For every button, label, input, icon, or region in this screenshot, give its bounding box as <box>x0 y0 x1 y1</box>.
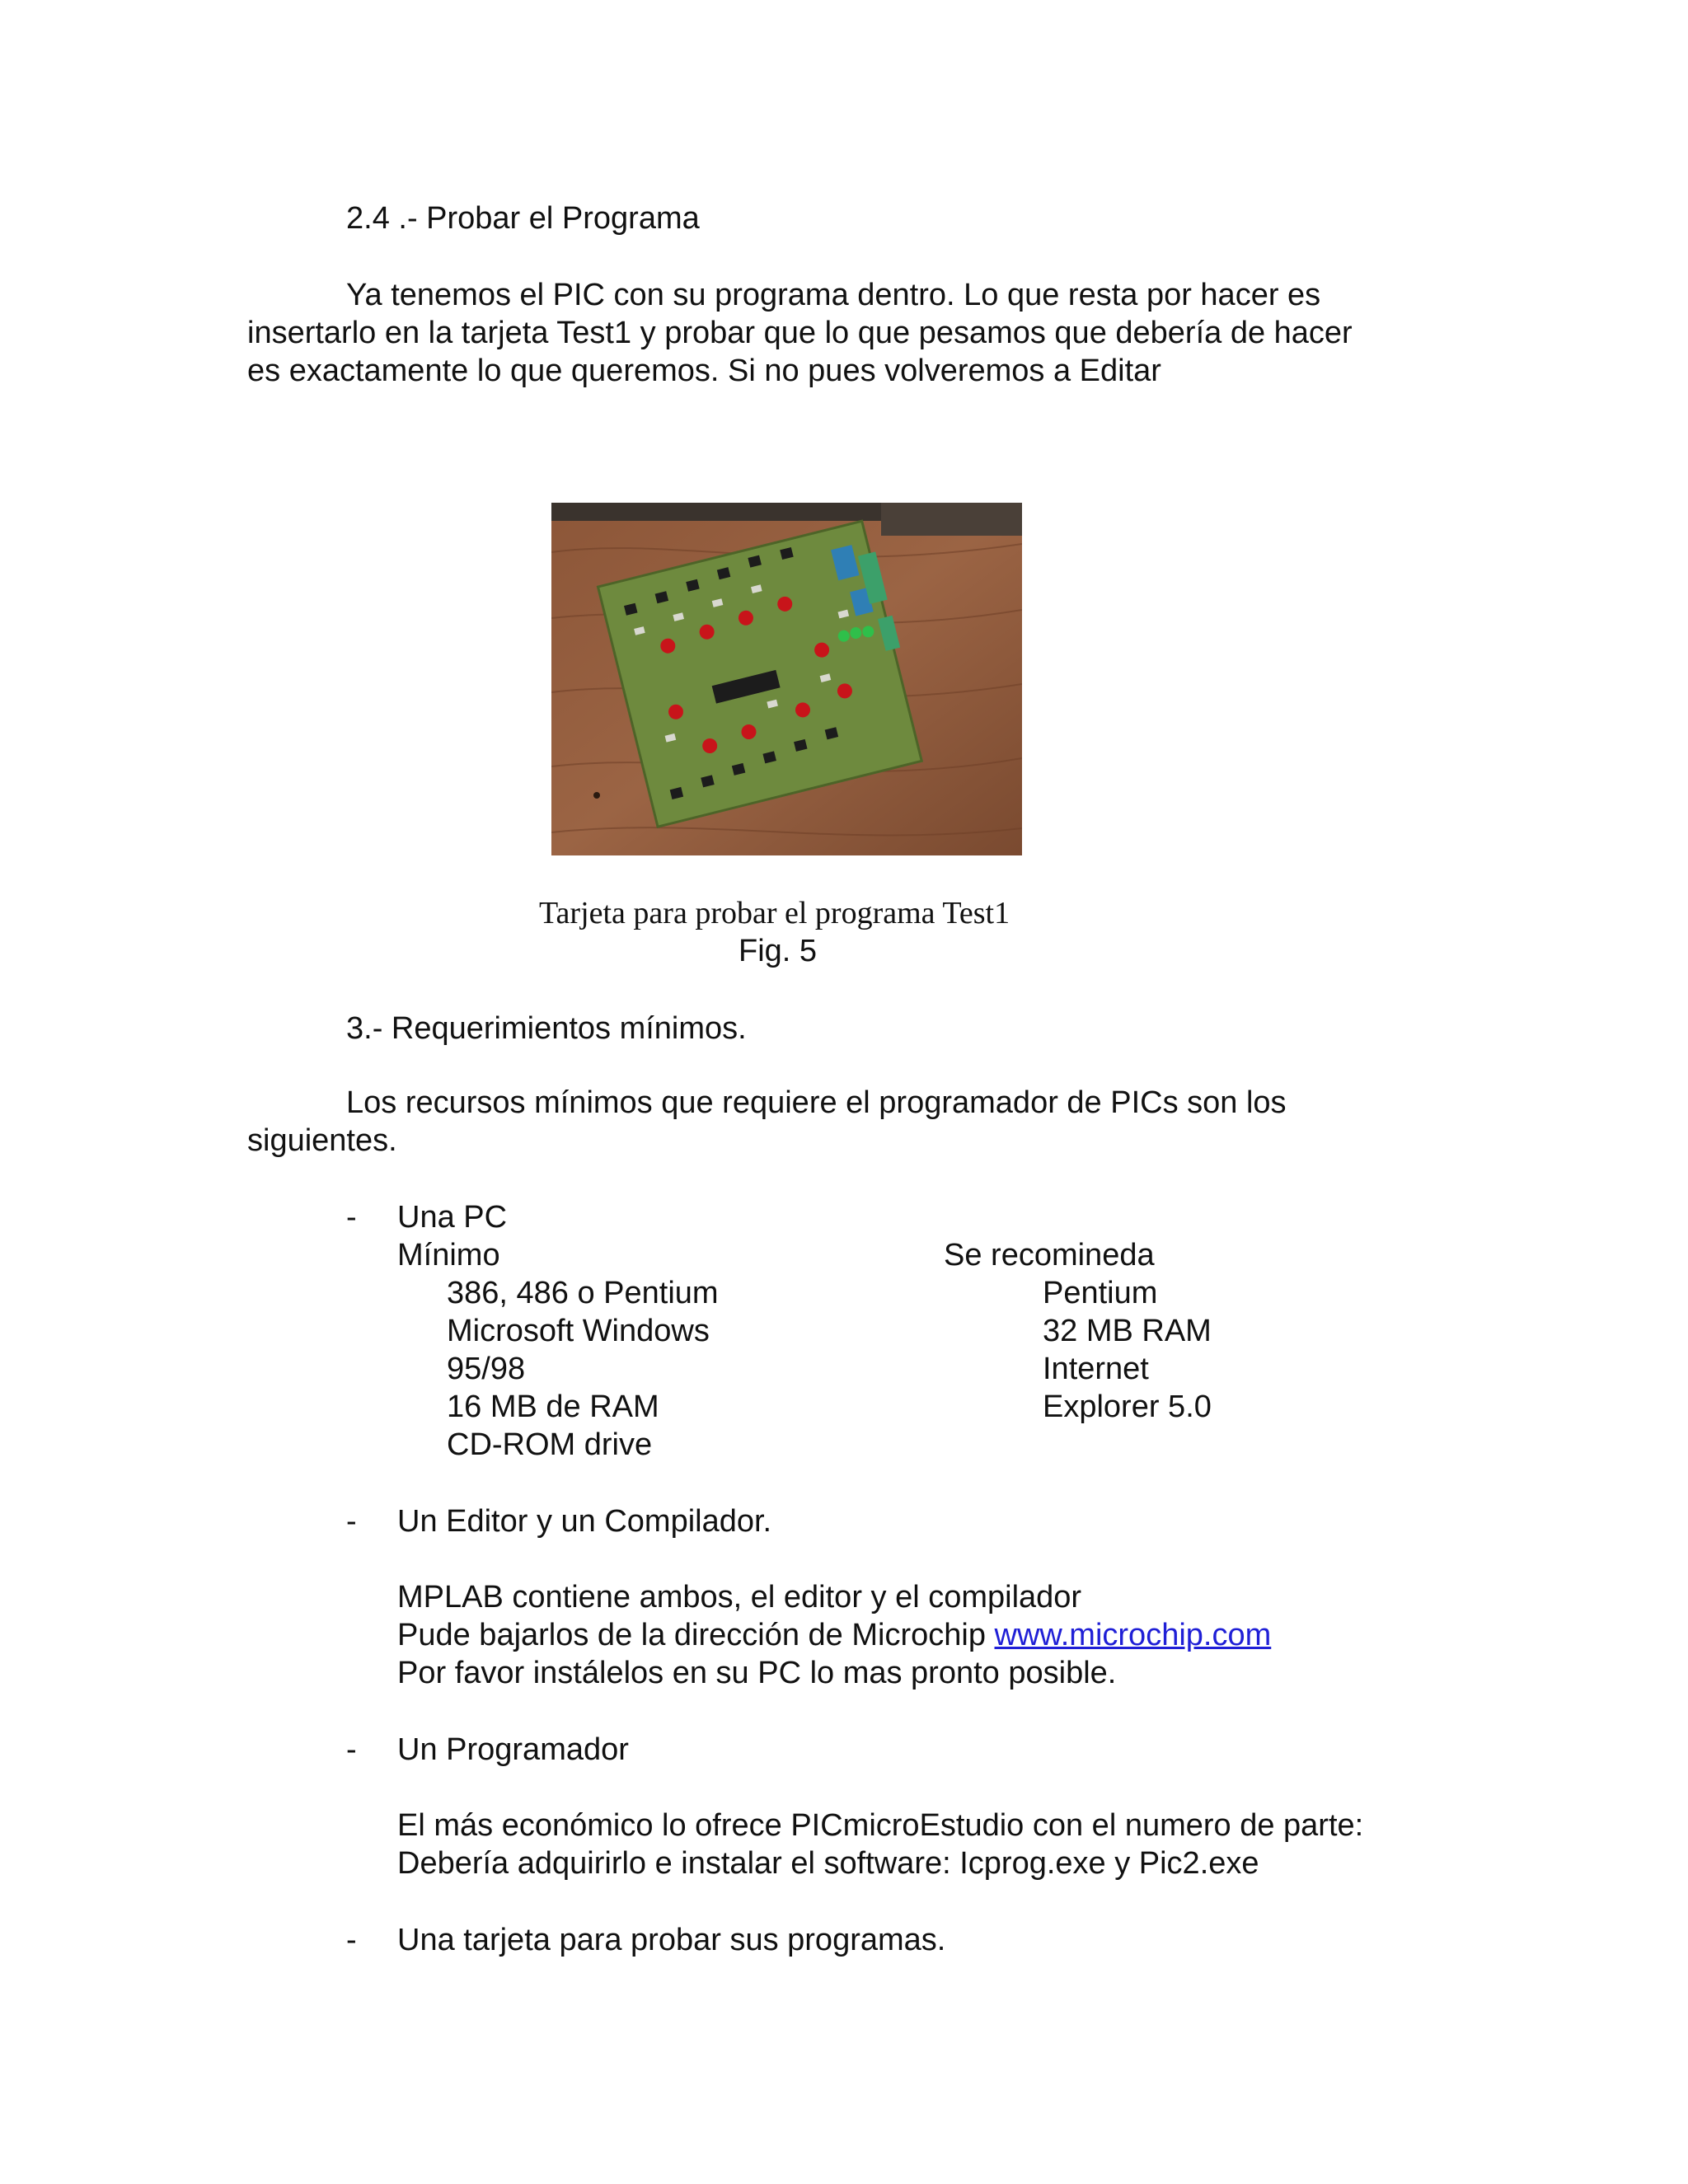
bullet-dash: - <box>346 1200 357 1235</box>
minimum-spec-item: CD-ROM drive <box>447 1427 653 1462</box>
requirement-editor-title: Un Editor y un Compilador. <box>397 1504 772 1539</box>
requirement-programmer-title: Un Programador <box>397 1732 629 1767</box>
minimum-specs-list <box>447 1274 719 1464</box>
figure-label: Fig. 5 <box>738 934 818 968</box>
section-3-intro <box>247 1084 1287 1160</box>
requirement-pc-title: Una PC <box>397 1200 508 1235</box>
bullet-dash: - <box>346 1504 357 1539</box>
section-heading-2-4: 2.4 .- Probar el Programa <box>346 201 700 236</box>
minimum-spec-item: 386, 486 o Pentium <box>447 1276 719 1310</box>
section-2-4-paragraph <box>247 276 1353 390</box>
minimum-spec-item: 95/98 <box>447 1352 526 1386</box>
editor-line: MPLAB contiene ambos, el editor y el compilador <box>397 1580 1082 1615</box>
editor-description <box>397 1578 1271 1692</box>
requirement-board-title: Una tarjeta para probar sus programas. <box>397 1923 946 1957</box>
recommended-spec-item: Pentium <box>1043 1276 1158 1310</box>
minimum-spec-item: Microsoft Windows <box>447 1314 710 1348</box>
recommended-spec-item: Internet <box>1043 1352 1149 1386</box>
recommended-spec-item: Explorer 5.0 <box>1043 1390 1212 1424</box>
minimum-label: Mínimo <box>397 1238 500 1272</box>
paragraph-line: es exactamente lo que queremos. Si no pues volveremos a Editar <box>247 354 1161 388</box>
recommended-specs-list <box>1043 1274 1212 1426</box>
recommended-spec-item: 32 MB RAM <box>1043 1314 1212 1348</box>
bullet-dash: - <box>346 1923 357 1957</box>
paragraph-line: Ya tenemos el PIC con su programa dentro. Lo que resta por hacer es <box>346 278 1321 312</box>
paragraph-line: siguientes. <box>247 1123 397 1158</box>
test-board-photo <box>551 503 1022 855</box>
editor-download-text: Pude bajarlos de la dirección de Microchip <box>397 1618 995 1652</box>
bullet-dash: - <box>346 1732 357 1767</box>
editor-download-line <box>397 1616 1271 1654</box>
programmer-description <box>397 1807 1363 1882</box>
figure-caption: Tarjeta para probar el programa Test1 <box>539 896 1010 930</box>
recommended-label: Se recomineda <box>944 1238 1155 1272</box>
microchip-link[interactable]: www.microchip.com <box>994 1618 1272 1652</box>
minimum-spec-item: 16 MB de RAM <box>447 1390 659 1424</box>
programmer-line: Debería adquirirlo e instalar el software: Icprog.exe y Pic2.exe <box>397 1846 1259 1881</box>
paragraph-line: Los recursos mínimos que requiere el programador de PICs son los <box>346 1085 1287 1120</box>
programmer-line: El más económico lo ofrece PICmicroEstudio con el numero de parte: <box>397 1808 1364 1843</box>
section-heading-3: 3.- Requerimientos mínimos. <box>346 1011 747 1046</box>
editor-line: Por favor instálelos en su PC lo mas pronto posible. <box>397 1656 1117 1690</box>
paragraph-line: insertarlo en la tarjeta Test1 y probar que lo que pesamos que debería de hacer <box>247 316 1353 350</box>
